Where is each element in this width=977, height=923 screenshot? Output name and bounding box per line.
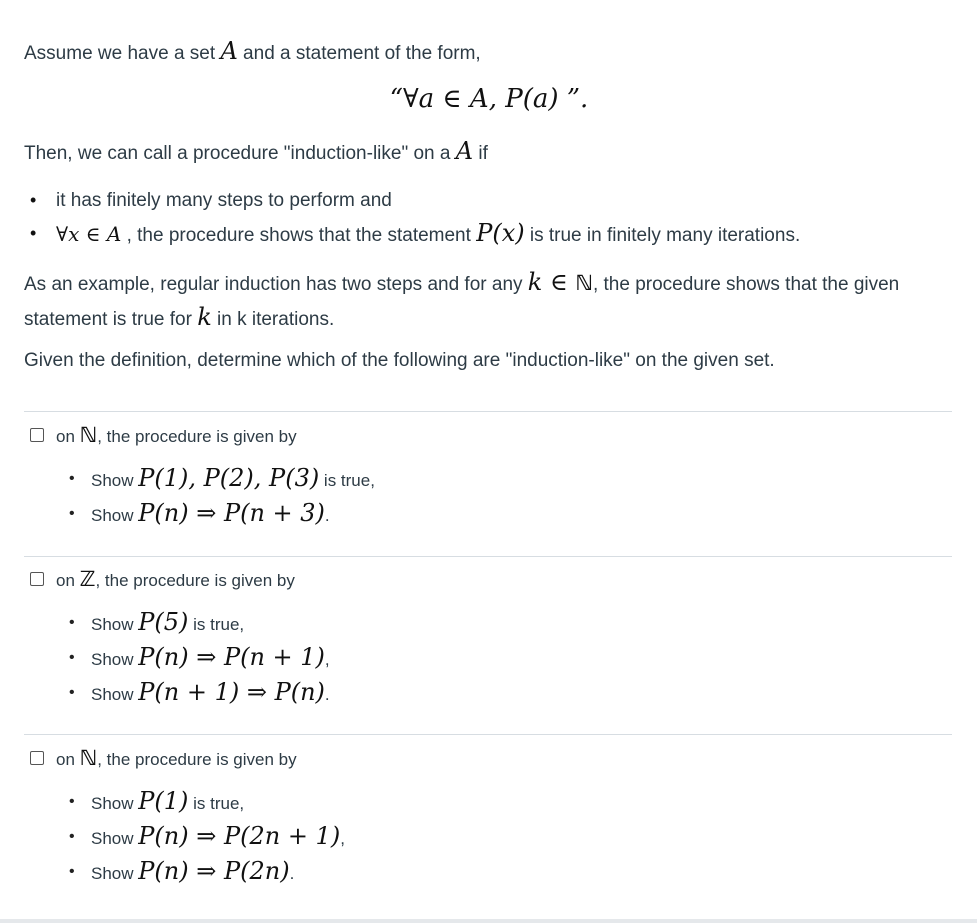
option-1-checkbox[interactable] [30, 428, 44, 442]
divider [24, 734, 952, 735]
step-item [91, 854, 930, 889]
procedure-steps [30, 605, 930, 710]
example-text-3: in k iterations. [211, 309, 335, 330]
option-header [30, 421, 930, 449]
step-tail: is true, [188, 794, 245, 813]
step-item [91, 784, 930, 819]
show-text: Show [91, 471, 139, 490]
forall-x-math: ∀x ∈ A [56, 222, 122, 246]
step-tail: is true, [319, 471, 375, 490]
step-item [91, 819, 930, 854]
display-formula [24, 84, 954, 114]
step-math: P(1), P(2), P(3) [138, 464, 320, 492]
option-header [30, 744, 930, 772]
show-text: Show [91, 650, 139, 669]
condition-finite-iterations [56, 217, 956, 252]
then-sentence [24, 136, 488, 169]
step-math: P(5) [138, 608, 189, 636]
label-prefix: on [56, 571, 80, 590]
step-tail: . [324, 506, 330, 525]
step-tail: is true, [188, 615, 245, 634]
example-text-1: As an example, regular induction has two steps and for any [24, 274, 528, 295]
procedure-steps [30, 784, 930, 889]
step-tail: . [289, 864, 295, 883]
naturals-symbol: ℕ [79, 423, 98, 447]
show-text: Show [91, 685, 139, 704]
answer-option-2[interactable] [30, 565, 930, 710]
set-symbol: A [455, 137, 474, 165]
step-math: P(n) ⇒ P(2n) [138, 857, 290, 885]
step-math: P(n + 1) ⇒ P(n) [138, 678, 325, 706]
step-math: P(n) ⇒ P(2n + 1) [138, 822, 341, 850]
then-text-1: Then, we can call a procedure "induction-like" on a [24, 143, 456, 164]
option-2-checkbox[interactable] [30, 572, 44, 586]
intro-text-2: and a statement of the form, [237, 43, 481, 64]
example-paragraph [24, 266, 954, 336]
label-suffix: , the procedure is given by [97, 750, 297, 769]
label-prefix: on [56, 750, 80, 769]
k-in-math: k ∈ [527, 268, 576, 296]
forall-statement: “∀a ∈ A, P(a) ”. [389, 84, 589, 114]
instruction-text: Given the definition, determine which of the following are "induction-like" on the given set. [24, 350, 775, 371]
p-of-x-math: P(x) [476, 219, 525, 247]
naturals-symbol: ℕ [575, 271, 593, 295]
option-header [30, 565, 930, 593]
step-item [91, 461, 930, 496]
step-math: P(n) ⇒ P(n + 3) [138, 499, 325, 527]
show-text: Show [91, 615, 139, 634]
procedure-steps [30, 461, 930, 531]
step-tail: , [340, 829, 345, 848]
condition-text: , the procedure shows that the statement [121, 225, 477, 246]
step-item [91, 640, 930, 675]
condition-finite-steps [56, 184, 956, 217]
option-3-checkbox[interactable] [30, 751, 44, 765]
label-prefix: on [56, 427, 80, 446]
option-1-label[interactable] [56, 423, 297, 447]
divider [24, 411, 952, 412]
step-tail: . [324, 685, 330, 704]
integers-symbol: ℤ [79, 567, 96, 591]
condition-text: is true in finitely many iterations. [524, 225, 801, 246]
intro-sentence [24, 36, 481, 69]
show-text: Show [91, 506, 139, 525]
intro-text-1: Assume we have a set [24, 43, 221, 64]
step-item [91, 496, 930, 531]
answer-option-1[interactable] [30, 421, 930, 531]
example-text-2: , the procedure shows that the given statement is true for [24, 274, 900, 330]
set-symbol: A [220, 37, 238, 65]
option-2-label[interactable] [56, 567, 295, 591]
definition-conditions [24, 184, 956, 252]
show-text: Show [91, 794, 139, 813]
step-item [91, 675, 930, 710]
naturals-symbol: ℕ [79, 746, 98, 770]
option-3-label[interactable] [56, 746, 297, 770]
label-suffix: , the procedure is given by [95, 571, 295, 590]
divider [24, 556, 952, 557]
step-math: P(n) ⇒ P(n + 1) [138, 643, 325, 671]
then-text-2: if [473, 143, 488, 164]
bottom-border [0, 919, 977, 923]
step-item [91, 605, 930, 640]
label-suffix: , the procedure is given by [97, 427, 297, 446]
answer-option-3[interactable] [30, 744, 930, 889]
step-math: P(1) [138, 787, 189, 815]
step-tail: , [324, 650, 330, 669]
show-text: Show [91, 864, 139, 883]
k-math: k [197, 303, 212, 331]
condition-text: it has finitely many steps to perform and [56, 190, 392, 211]
show-text: Show [91, 829, 139, 848]
